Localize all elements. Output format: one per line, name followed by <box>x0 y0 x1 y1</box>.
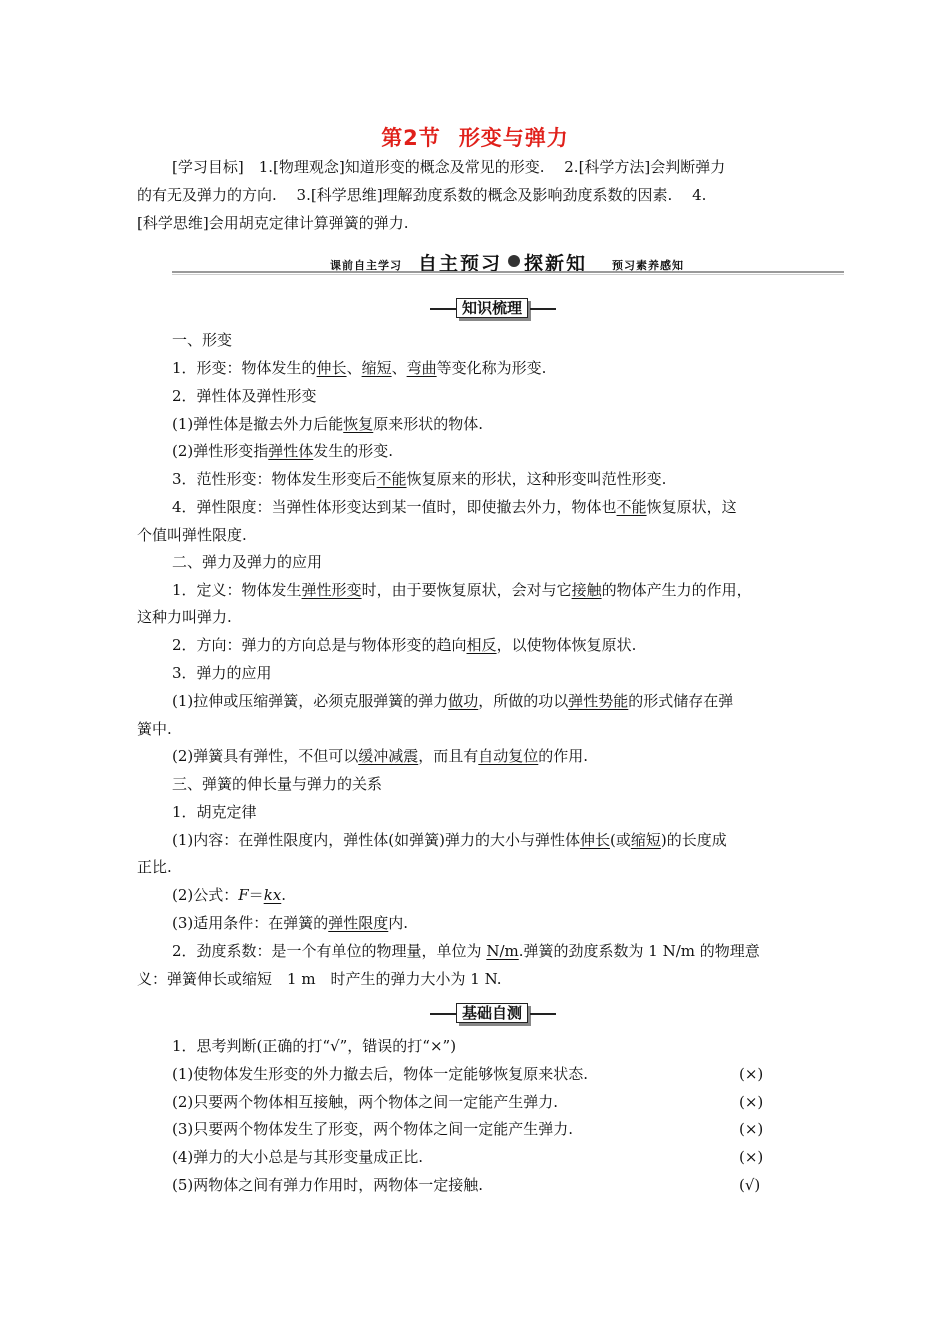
s3-p5-cont: 义：弹簧伸长或缩短 1 m 时产生的弹力大小为 1 N. <box>137 970 502 988</box>
text: .弹簧的劲度系数为 1 N/m 的物理意 <box>518 942 760 960</box>
text: (2)弹簧具有弹性，不但可以 <box>172 747 359 765</box>
text: 、 <box>346 359 362 377</box>
text: 2．方向：弹力的方向总是与物体形变的趋向 <box>172 636 467 654</box>
quiz-item-3: (3)只要两个物体发生了形变，两个物体之间一定能产生弹力. <box>172 1120 574 1138</box>
box-line-left <box>430 1013 456 1015</box>
blank-answer: 缩短 <box>630 831 661 849</box>
banner-rule <box>172 271 844 273</box>
quiz-answer-2: (×) <box>739 1093 764 1111</box>
s1-heading: 一、形变 <box>172 331 233 349</box>
s1-p2: 2．弹性体及弹性形变 <box>172 387 317 405</box>
box-line-right <box>530 1013 556 1015</box>
blank-answer: 弹性势能 <box>568 692 629 710</box>
text: 1．形变：物体发生的 <box>172 359 317 377</box>
text: ，所做的功以 <box>478 692 569 710</box>
knowledge-box <box>430 298 555 320</box>
quiz-answer-5: (√) <box>739 1176 761 1194</box>
knowledge-box-label: 知识梳理 <box>456 298 528 318</box>
quiz-item-2: (2)只要两个物体相互接触，两个物体之间一定能产生弹力. <box>172 1093 559 1111</box>
blank-answer: 伸长 <box>316 359 347 377</box>
s3-p2 <box>172 831 727 849</box>
banner-main-2: 探新知 <box>524 253 588 275</box>
quiz-item-1: (1)使物体发生形变的外力撤去后，物体一定能够恢复原来状态. <box>172 1065 589 1083</box>
s3-p5 <box>172 942 760 960</box>
text: 恢复原来的形状，这种形变叫范性形变. <box>406 470 667 488</box>
text: (1)拉伸或压缩弹簧，必须克服弹簧的弹力 <box>172 692 449 710</box>
blank-answer: 接触 <box>571 581 602 599</box>
blank-answer: 弹性限度 <box>328 914 389 932</box>
objectives-line-1: [学习目标] 1.[物理观念]知道形变的概念及常见的形变. 2.[科学方法]会判断弹力 <box>172 158 726 176</box>
s2-p4 <box>172 692 733 710</box>
self-test-box <box>430 1003 555 1025</box>
text: ，以使物体恢复原状. <box>496 636 637 654</box>
text: 的物体产生力的作用， <box>601 581 752 599</box>
box-line-left <box>430 308 456 310</box>
s3-p3 <box>172 886 286 904</box>
blank-answer: 弹性形变 <box>301 581 362 599</box>
blank-answer: 缩短 <box>361 359 392 377</box>
blank-answer: 恢复 <box>343 415 374 433</box>
text: 4．弹性限度：当弹性体形变达到某一值时，即使撤去外力，物体也 <box>172 498 617 516</box>
quiz-item-4: (4)弹力的大小总是与其形变量成正比. <box>172 1148 424 1166</box>
s1-p5 <box>172 470 666 488</box>
banner-rule-thin <box>172 274 844 275</box>
s2-p4-cont: 簧中. <box>137 720 172 738</box>
self-test-box-label: 基础自测 <box>456 1003 528 1023</box>
banner-dot-icon <box>508 255 520 267</box>
blank-answer: 伸长 <box>579 831 610 849</box>
banner-left-text: 课前自主学习 <box>330 259 402 272</box>
s2-p3: 3．弹力的应用 <box>172 664 272 682</box>
s3-p4 <box>172 914 408 932</box>
blank-answer: 弹性体 <box>268 442 314 460</box>
text: 3．范性形变：物体发生形变后 <box>172 470 377 488</box>
section-title: 形变与弹力 <box>458 126 569 150</box>
section-number: 第2节 <box>381 126 441 150</box>
s2-heading: 二、弹力及弹力的应用 <box>172 553 323 571</box>
text: (1)内容：在弹性限度内，弹性体(如弹簧)弹力的大小与弹性体 <box>172 831 580 849</box>
quiz-item-5: (5)两物体之间有弹力作用时，两物体一定接触. <box>172 1176 484 1194</box>
s3-heading: 三、弹簧的伸长量与弹力的关系 <box>172 775 383 793</box>
section-banner <box>172 249 844 275</box>
s1-p1 <box>172 359 546 377</box>
blank-answer: 弯曲 <box>406 359 437 377</box>
text: 的形式储存在弹 <box>628 692 734 710</box>
text: ，而且有 <box>418 747 479 765</box>
blank-answer: N/m <box>486 942 519 960</box>
text: 的作用. <box>538 747 589 765</box>
text: . <box>281 886 287 904</box>
banner-right-text: 预习素养感知 <box>612 259 684 272</box>
blank-answer: 缓冲减震 <box>358 747 419 765</box>
s2-p1-cont: 这种力叫弹力. <box>137 608 232 626</box>
formula-var: F <box>238 886 249 904</box>
text: 2．劲度系数：是一个有单位的物理量，单位为 <box>172 942 487 960</box>
blank-answer: 相反 <box>466 636 497 654</box>
text: (2)公式： <box>172 886 239 904</box>
text: 恢复原状，这 <box>646 498 737 516</box>
objectives-line-3: [科学思维]会用胡克定律计算弹簧的弹力. <box>137 214 409 232</box>
text: 内. <box>388 914 409 932</box>
s1-p4 <box>172 442 393 460</box>
blank-answer: kx <box>263 886 282 904</box>
text: (2)弹性形变指 <box>172 442 269 460</box>
s3-p1: 1．胡克定律 <box>172 803 257 821</box>
text: ＝ <box>248 886 264 904</box>
blank-answer: 自动复位 <box>478 747 539 765</box>
blank-answer: 不能 <box>376 470 407 488</box>
s2-p1 <box>172 581 752 599</box>
quiz-answer-3: (×) <box>739 1120 764 1138</box>
text: 等变化称为形变. <box>436 359 547 377</box>
page-title <box>0 122 950 152</box>
text: )的长度成 <box>660 831 727 849</box>
text: 1．定义：物体发生 <box>172 581 302 599</box>
quiz-answer-4: (×) <box>739 1148 764 1166</box>
text: (3)适用条件：在弹簧的 <box>172 914 329 932</box>
text: (1)弹性体是撤去外力后能 <box>172 415 344 433</box>
quiz-intro: 1．思考判断(正确的打“√”，错误的打“×”) <box>172 1037 457 1055</box>
banner-main-1: 自主预习 <box>418 253 503 275</box>
blank-answer: 做功 <box>448 692 479 710</box>
s1-p3 <box>172 415 483 433</box>
quiz-answer-1: (×) <box>739 1065 764 1083</box>
s1-p6 <box>172 498 737 516</box>
objectives-line-2: 的有无及弹力的方向. 3.[科学思维]理解劲度系数的概念及影响劲度系数的因素. 4. <box>137 186 707 204</box>
blank-answer: 不能 <box>616 498 647 516</box>
s3-p2-cont: 正比. <box>137 858 172 876</box>
s2-p5 <box>172 747 588 765</box>
text: 、 <box>391 359 407 377</box>
text: (或 <box>609 831 631 849</box>
box-line-right <box>530 308 556 310</box>
s2-p2 <box>172 636 636 654</box>
text: 时，由于要恢复原状，会对与它 <box>361 581 572 599</box>
text: 发生的形变. <box>313 442 394 460</box>
s1-p6-cont: 个值叫弹性限度. <box>137 526 247 544</box>
text: 原来形状的物体. <box>373 415 484 433</box>
